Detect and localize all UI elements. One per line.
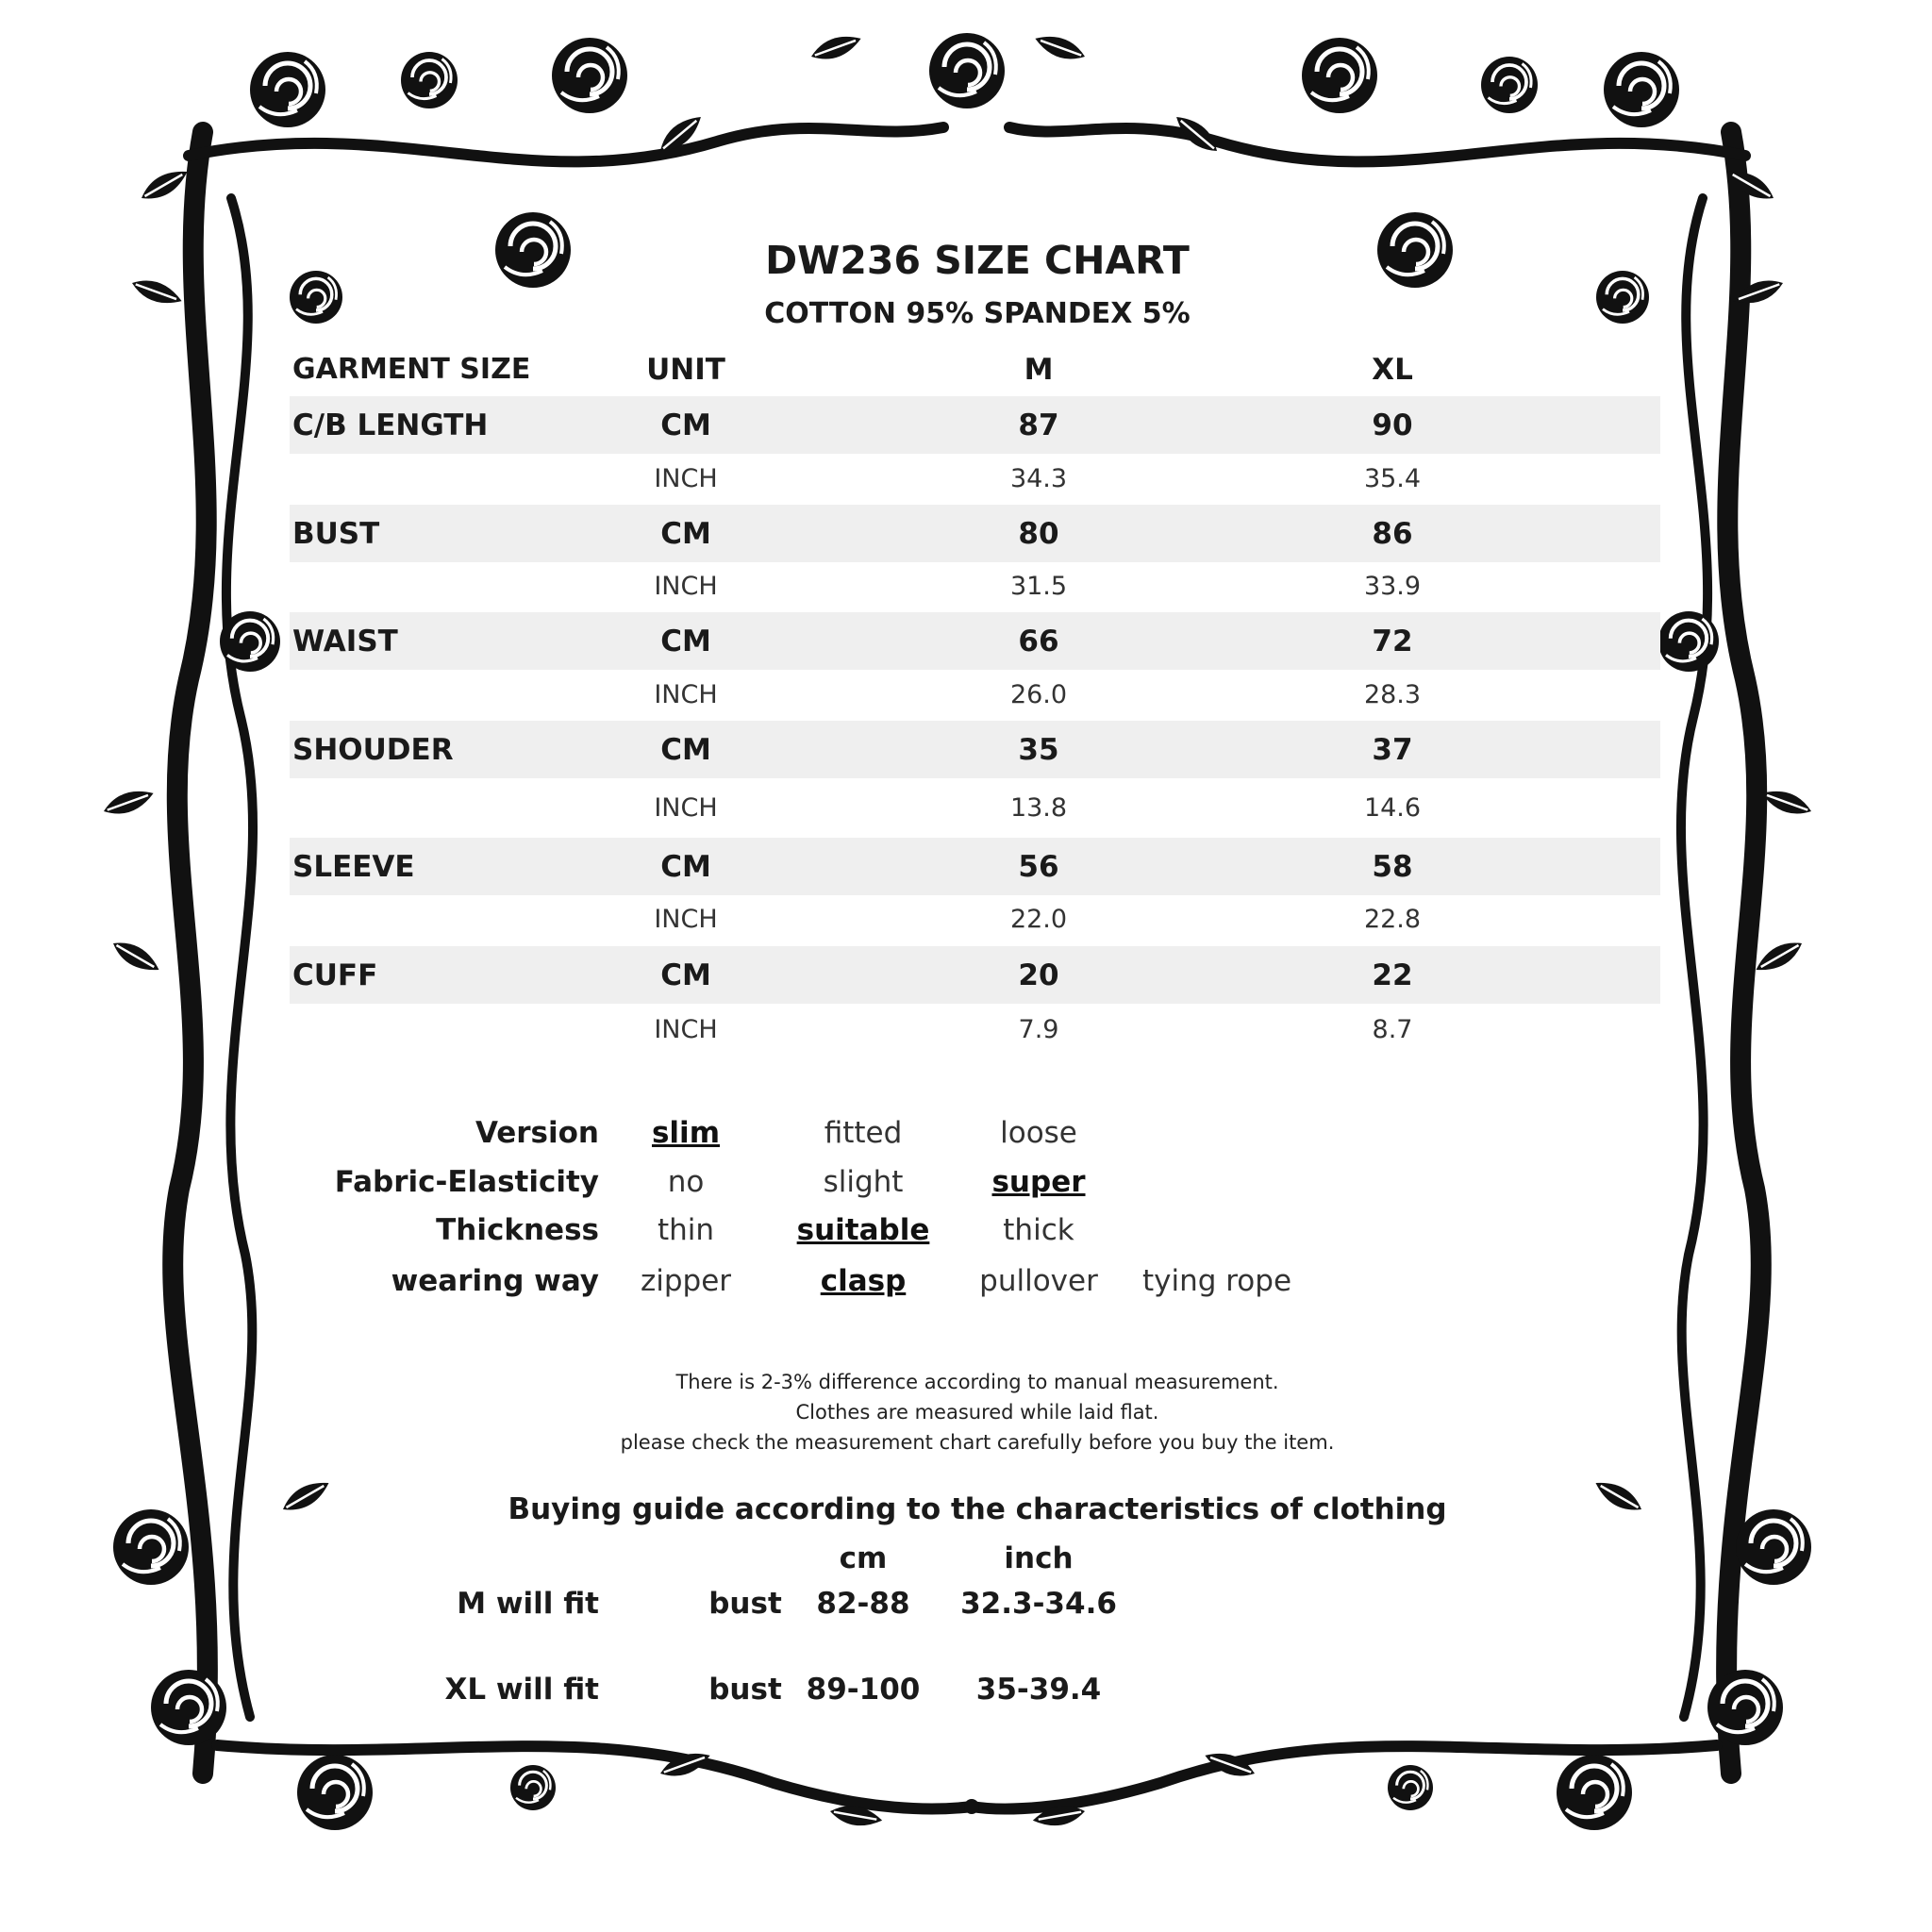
value-xl-cm: 72 [1372, 625, 1413, 658]
unit-inch: INCH [654, 793, 718, 823]
header-garment-size: GARMENT SIZE [292, 353, 531, 386]
buying-guide-xl-cm: 89-100 [806, 1673, 921, 1707]
attr-option-selected: super [991, 1165, 1086, 1199]
value-xl-inch: 8.7 [1372, 1015, 1413, 1044]
unit-inch: INCH [654, 905, 718, 934]
attr-option: thin [657, 1213, 715, 1247]
attr-label-wearing-way: wearing way [391, 1264, 599, 1298]
value-m-inch: 13.8 [1009, 793, 1068, 823]
buying-guide-m-label: M will fit [457, 1587, 599, 1621]
attr-label-elasticity: Fabric-Elasticity [334, 1165, 599, 1199]
value-xl-inch: 33.9 [1363, 572, 1422, 601]
unit-cm: CM [660, 517, 711, 551]
note-check-chart: please check the measurement chart carefully before you buy the item. [620, 1431, 1335, 1454]
unit-inch: INCH [654, 1015, 718, 1044]
buying-guide-title: Buying guide according to the characteristics of clothing [508, 1492, 1447, 1526]
row-label-bust: BUST [292, 517, 380, 551]
attr-option: slight [823, 1165, 904, 1199]
value-xl-cm: 58 [1372, 850, 1413, 884]
value-xl-inch: 14.6 [1363, 793, 1422, 823]
value-xl-cm: 37 [1372, 733, 1413, 767]
row-label-cb-length: C/B LENGTH [292, 408, 489, 442]
row-label-shoulder: SHOUDER [292, 733, 454, 767]
buying-guide-m-inch: 32.3-34.6 [960, 1587, 1117, 1621]
value-m-cm: 87 [1018, 408, 1059, 442]
attr-label-version: Version [475, 1116, 599, 1150]
value-xl-cm: 22 [1372, 958, 1413, 992]
buying-guide-col-cm: cm [839, 1541, 888, 1575]
row-label-cuff: CUFF [292, 958, 378, 992]
value-xl-inch: 22.8 [1363, 905, 1422, 934]
value-xl-cm: 90 [1372, 408, 1413, 442]
value-m-inch: 26.0 [1009, 680, 1068, 709]
unit-cm: CM [660, 733, 711, 767]
value-xl-inch: 35.4 [1363, 464, 1422, 493]
row-label-sleeve: SLEEVE [292, 850, 415, 884]
value-m-cm: 20 [1018, 958, 1059, 992]
unit-inch: INCH [654, 680, 718, 709]
attr-option: tying rope [1141, 1264, 1292, 1298]
value-m-cm: 56 [1018, 850, 1059, 884]
fabric-composition: COTTON 95% SPANDEX 5% [764, 297, 1191, 330]
buying-guide-m-cm: 82-88 [816, 1587, 910, 1621]
unit-inch: INCH [654, 464, 718, 493]
attr-option-selected: suitable [796, 1213, 930, 1247]
value-m-inch: 34.3 [1009, 464, 1068, 493]
buying-guide-xl-label: XL will fit [444, 1673, 599, 1707]
value-m-inch: 31.5 [1009, 572, 1068, 601]
attr-option-selected: slim [651, 1116, 720, 1150]
value-m-inch: 22.0 [1009, 905, 1068, 934]
unit-cm: CM [660, 408, 711, 442]
note-laid-flat: Clothes are measured while laid flat. [795, 1401, 1159, 1424]
value-xl-inch: 28.3 [1363, 680, 1422, 709]
attr-option-selected: clasp [820, 1264, 907, 1298]
chart-title: DW236 SIZE CHART [765, 238, 1190, 283]
buying-guide-m-part: bust [708, 1587, 782, 1621]
unit-cm: CM [660, 625, 711, 658]
unit-cm: CM [660, 850, 711, 884]
value-m-cm: 66 [1018, 625, 1059, 658]
buying-guide-col-inch: inch [1004, 1541, 1074, 1575]
attr-label-thickness: Thickness [436, 1213, 599, 1247]
attr-option: loose [1000, 1116, 1077, 1150]
value-m-inch: 7.9 [1018, 1015, 1059, 1044]
note-measurement-difference: There is 2-3% difference according to manual measurement. [675, 1371, 1279, 1393]
attr-option: pullover [979, 1264, 1098, 1298]
buying-guide-xl-inch: 35-39.4 [975, 1673, 1102, 1707]
attr-option: thick [1003, 1213, 1074, 1247]
value-m-cm: 35 [1018, 733, 1059, 767]
unit-inch: INCH [654, 572, 718, 601]
header-unit: UNIT [646, 353, 725, 387]
value-m-cm: 80 [1018, 517, 1059, 551]
unit-cm: CM [660, 958, 711, 992]
attr-option: no [667, 1165, 705, 1199]
row-label-waist: WAIST [292, 625, 398, 658]
attr-option: fitted [824, 1116, 903, 1150]
header-size-m: M [1024, 353, 1054, 387]
buying-guide-xl-part: bust [708, 1673, 782, 1707]
value-xl-cm: 86 [1372, 517, 1413, 551]
header-size-xl: XL [1372, 353, 1413, 387]
attr-option: zipper [640, 1264, 732, 1298]
